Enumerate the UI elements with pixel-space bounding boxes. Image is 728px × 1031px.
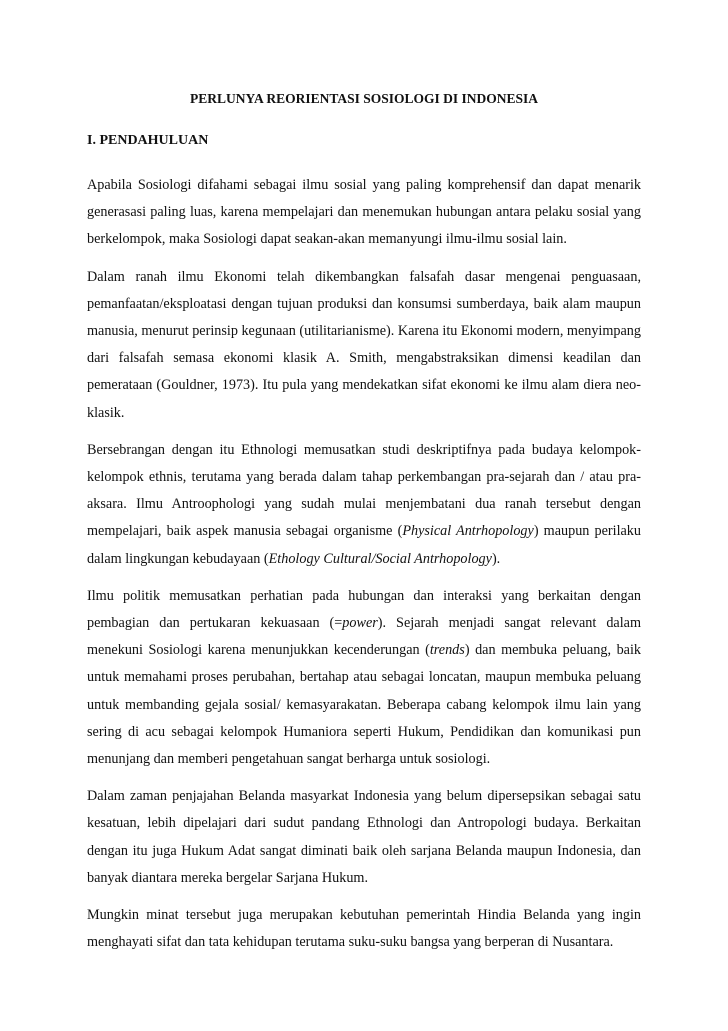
paragraph-6: Mungkin minat tersebut juga merupakan kebutuhan pemerintah Hindia Belanda yang ingin menghayati sifat dan tata kehidupan terutama suku-suku bangsa yang berperan di Nusantara. xyxy=(87,907,641,951)
document-title: PERLUNYA REORIENTASI SOSIOLOGI DI INDONESIA xyxy=(189,91,539,106)
page-content xyxy=(87,90,641,956)
paragraph-2: Dalam ranah ilmu Ekonomi telah dikembangkan falsafah dasar mengenai penguasaan, pemanfaatan/eksploatasi dengan tujuan produksi dan konsumsi sumberdaya, baik alam maupun manusia, menurut perinsip kegunaan (utilitarianisme). Karena itu Ekonomi modern, menyimpang dari falsafah semasa ekonomi klasik A. Smith, mengabstraksikan dimensi keadilan dan pemerataan (Gouldner, 1973). Itu pula yang mendekatkan sifat ekonomi ke ilmu alam diera neo-klasik. xyxy=(87,268,641,421)
paragraph-1: Apabila Sosiologi difahami sebagai ilmu sosial yang paling komprehensif dan dapat menarik generasasi paling luas, karena mempelajari dan menemukan hubungan antara pelaku sosial yang berkelompok, maka Sosiologi dapat seakan-akan memanyungi ilmu-ilmu sosial lain. xyxy=(87,177,641,248)
paragraph-4-text-2: ). Sejarah menjadi sangat relevant dalam menekuni Sosiologi karena menunjukkan kecenderungan ( xyxy=(87,615,641,659)
paragraph-4-text-1: Ilmu politik memusatkan perhatian pada hubungan dan interaksi yang berkaitan dengan pembagian dan pertukaran kekuasaan (= xyxy=(87,587,641,632)
paragraph-3-text-1: Bersebrangan dengan itu Ethnologi memusatkan studi deskriptifnya pada budaya kelompok-kelompok ethnis, terutama yang berada dalam tahap perkembangan pra-sejarah dan / atau pra-aksara. Ilmu Antroophologi yang sudah mulai menjembatani dua ranah tersebut dengan mempelajari, baik aspek manusia sebagai organisme ( xyxy=(87,441,641,540)
paragraph-3-italic-1: Physical Antrhopology xyxy=(402,523,534,540)
paragraph-4 xyxy=(87,583,641,773)
section-heading: I. PENDAHULUAN xyxy=(87,133,209,148)
paragraph-4-italic-2: trends xyxy=(429,642,465,659)
paragraph-3 xyxy=(87,437,641,573)
paragraph-4-italic-1: power xyxy=(342,615,378,632)
paragraph-5: Dalam zaman penjajahan Belanda masyarkat Indonesia yang belum dipersepsikan sebagai satu kesatuan, lebih dipelajari dari sudut pandang Ethnologi dan Antropologi budaya. Berkaitan dengan itu juga Hukum Adat sangat diminati baik oleh sarjana Belanda maupun Indonesia, dan banyak diantara mereka bergelar Sarjana Hukum. xyxy=(87,788,641,886)
paragraph-3-italic-2: Ethology Cultural/Social Antrhopology xyxy=(268,550,492,567)
paragraph-3-text-3: ). xyxy=(491,550,501,567)
paragraph-4-text-3: ) dan membuka peluang, baik untuk memahami proses perubahan, bertahap atau sebagai loncatan, maupun membuka peluang untuk membanding gejala sosial/ kemasyarakatan. Beberapa cabang kelompok ilmu lain yang sering di acu sebagai kelompok Humaniora seperti Hukum, Pendidikan dan komunikasi pun menunjang dan memberi pengetahuan sangat berharga untuk sosiologi. xyxy=(87,642,641,768)
paragraph-3-text-2: ) maupun perilaku dalam lingkungan kebudayaan ( xyxy=(87,523,641,567)
